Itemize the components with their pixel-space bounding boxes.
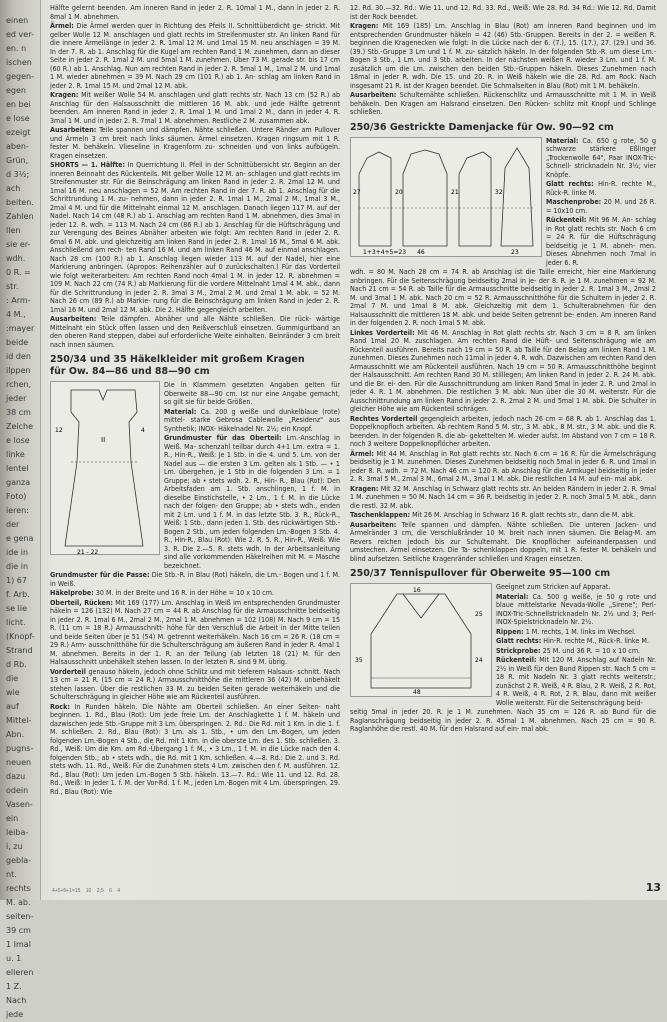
edge-word: seiten- xyxy=(6,912,34,921)
edge-word: pugns- xyxy=(6,744,34,753)
edge-word: id den xyxy=(6,352,31,361)
paragraph: Rückenteil: Mit 120 M. Anschlag auf Nadeln Nr. 2½ in Weiß für den Bund Rippen str. Nach 5 cm = 18 R. mit Nadeln Nr. 3 glatt rechts weiterstr.; zunächst 2 R. Weiß, 4 R. Blau, 2 R. Weiß, 2 R. Rot, 4 R. Weiß, 4 R. Rot, 2 R. Blau, dann mit weißer Wolle weiterstr. Für die Seitenschrägung beid- xyxy=(496,655,656,707)
diagram-label: 35 xyxy=(355,657,363,664)
paragraph: Ärmel: Die Ärmel werden quer in Richtung des Pfeils II. Schnittüberdicht ge- strickt. Mit gelber Wolle 12 M. anschlagen und glatt rechts im Streifenmuster str. An linken Rand für die innere Ärmellänge in jeder 2. R. 1mal 12 M. und 1mal 15 M. neu anschlagen = 39 M. In der 7. R. ab 1. Anschlag für die Kugel am rechten Rand 1 M. zunehmen, dann an dieser Seite in jeder 2. R. 1mal 2 M. und 5mal 1 M. zunehmen. Über 73 M. gerade str. bis 17 cm (60 R.) ab 1. Anschlag. Nun am rechten Rand in jeder 2. R. 5mal 1 M., 1mal 2 M. und 1mal 1 M. wieder abnehmen = 39 M. Nach 29 cm (101 R.) ab 1. An- schlag am linken Rand in jeder 2. R. 1mal 15 M. und 2mal 12 M. abk. xyxy=(50,21,340,90)
edge-word: 1 Z. xyxy=(6,982,22,991)
paragraph: wdh. = 80 M. Nach 28 cm = 74 R. ab Anschlag ist die Taille erreicht, hier eine Markierung anbringen. Für die Seitenschrägung beidseitig 2mal in je- der 8. R. je 1 M. zunehmen = 92 M. Nach 21 cm = 54 R. ab Taille für die Armausschnitte beidseitig in jeder 2. R. 1mal 3 M., 2mal 2 M. und 3mal 1 M. abk. Nach 20 cm = 52 R. Armausschnitthöhe für die Schultern in jeder 2. R. 2mal 7 M. und 1mal 8 M. abk. Gleichzeitig mit dem 1. Schulterabnehmen für den Halsausschnitt die mittleren 18 M. abk. und beide Seiten getrennt be- enden. Am inneren Rand in der folgenden 2. R. noch 1mal 5 M. abk. xyxy=(350,267,656,327)
edge-word: aben- xyxy=(6,142,29,151)
diagram-label: 21 - 22 xyxy=(77,549,99,556)
dress-schematic-diagram xyxy=(50,381,160,555)
edge-word: Mittel- xyxy=(6,716,32,725)
edge-word: 4 M., xyxy=(6,310,26,319)
edge-word: egen xyxy=(6,86,26,95)
paragraph: Ausarbeiten: Schulternähte schließen. Rückenschlitz und Armausschnitte mit 1 M. in Weiß behäkeln. Den Kragen am Halsrand einsetzen. Den Rücken- schlitz mit Knopf und Schlinge schließen. xyxy=(350,90,656,116)
paragraph: Ausarbeiten: Teile spannen und dämpfen. Nähte schließen. Untere Ränder am Pullover und Ärmeln 3 cm breit nach links säumen. Ärmel einsetzen. Kragen ringsum mit 1 R. fester M. behäkeln. Vlieseline in Kragenform zu- schneiden und von links aufbügeln. Kragen einsetzen. xyxy=(50,125,340,160)
paragraph: Rückenteil: Mit 96 M. An- schlag in Rot glatt rechts str. Nach 6 cm = 24 R. für die Hüftschrägung beidseitig je 1 M. abneh- men. Dieses Abnehmen noch 7mal in jeder 6. R. xyxy=(546,215,656,267)
edge-word: d Rb. xyxy=(6,660,27,669)
diagram-label: 4 xyxy=(141,427,145,434)
previous-page-edge-text xyxy=(6,0,40,1019)
edge-word: gebla- xyxy=(6,856,32,865)
diagram-label: 46 xyxy=(417,248,425,256)
edge-word: dazu xyxy=(6,772,26,781)
diagram-label: 1+3+4+5=23 xyxy=(363,248,407,256)
paragraph: Ausarbeiten: Teile spannen und dämpfen. Nähte schließen. Die unteren Jacken- und Ärmelränder 3 cm, die Verschlußränder 10 M. breit nach innen säumen. Die Belag-M. am Revers reichen jedoch bis zur Schulternaht. Die Knopflöcher aufeinanderpassen und umstechen. Ärmel einsetzen. Die Ta- schenklappen doppeln, mit 1 R. fester M. behäkeln und blind aufsetzen. Seitliche Kragenränder schließen und Kragen einsetzen. xyxy=(350,519,656,563)
paragraph: Die in Klammern gesetzten Angaben gelten für Oberweite 88—90 cm. Ist nur eine Angabe gemacht, so gilt sie für beide Größen. xyxy=(164,380,340,406)
edge-word: jede xyxy=(6,1010,24,1019)
diagram-label: II xyxy=(101,436,106,444)
paragraph: Kragen: Mit 169 (185) Lm. Anschlag in Blau (Rot) am inneren Rand beginnen und im entsprechenden Grundmuster häkeln = 42 (46) Stb.-Gruppen. Bereits in der 2. = weißen R. beginnen die Kragenecken wie folgt: In die Lücke nach der 6. (7.), 15. (17.), 27. (29.) und 36. (39.) Stb.-Gruppe 3 Lm und 1 f. M. zu- sätzlich häkeln. In der folgenden Stb.-R. um diese Lm.-Bogen 3 Stb., 1 Lm. und 3 Stb. arbeiten. In der nächsten weißen R. wieder 3 Lm. und 1 f. M. zusätzlich um die Lm. zwischen den beiden Stb.-Gruppen häkeln. Dieses Zunehmen nach 18mal in jeder R. wdh. Die 15. und 20. R. in Weiß häkeln wie die 28. Rd. am Rock. Nach insgesamt 21 R. ist der Kragen beendet. Die Schmalseiten in Blau (Rot) mit 1 M. behäkeln. xyxy=(350,21,656,90)
paragraph: Rippen: 1 M. rechts, 1 M. links im Wechsel. xyxy=(496,626,636,636)
edge-word: ischen xyxy=(6,58,32,67)
paragraph: Oberteil, Rücken: Mit 169 (177) Lm. Anschlag in Weiß im entsprechenden Grundmuster häkeln = 126 (132) M. Nach 27 cm = 44 R. ab Anschlag für die Armausschnitte beidseitig in jeder 2. R. 1mal 6 M., 2mal 2 M., 2mal 1 M. abnehmen = 102 (108) M. Nach 9 cm = 15 R. (11 cm = 18 R.) Armausschnitt- höhe für den Verschluß die Arbeit in der Mitte teilen und beide Seiten über je 51 (54) M. getrennt weiterhäkeln. Nach 16 cm = 26 R. (18 cm = 29 R.) Arm- ausschnitthöhe für die Schulterschrägung am äußeren Rand in jeder R. 4mal 1 M. abnehmen. Bereits in der 1. R. an der Teilung (ab letzten 18 (21) M. für den Halsausschnitt unbehäkelt stehen lassen. In der letzten R. sind 9 M. übrig. xyxy=(50,597,340,666)
edge-word: Zahlen xyxy=(6,212,34,221)
diagram-label: 6 xyxy=(109,888,112,894)
edge-word: 39 cm xyxy=(6,926,31,935)
edge-word: e lose xyxy=(6,114,30,123)
diagram-label: 27 xyxy=(353,188,361,196)
paragraph: SHORTS — 1. Hälfte: In Querrichtung II. Pfeil in der Schnittübersicht str. Beginn an der inneren Beinnaht des Rückenteils. Mit gelber Wolle 12 M. an- schlagen und glatt rechts im Streifenmuster str. Für die Beinschrägung am linken Rand in jeder 2. R. 2mal 12 M. und 1mal 16 M. neu anschlagen = 52 M. Am rechten Rand in der 7. R. ab 1. Anschlag für die Schrittrundung 1 M. zu- nehmen, dann in jeder 2. R. 1mal 1 M., 2mal 2 M., 1mal 3 M., 2mal 4 M. und für die Mittelnaht einmal 12 M. anschlagen. Danach liegen 117 M. auf der Nadel. Nach 14 cm (48 R.) ab 1. Anschlag am rechten Rand 1 M. abnehmen, dies 3mal in jeder 12. R. wdh. = 113 M. Nach 24 cm (86 R.) ab 1. Anschlag für die Hüftschrägung und zur Verengung des Beines Abnäher arbeiten wie folgt: Am rechten Rand in jeder 2. R. 6mal 6 M. abk. und gleichzeitig am linken Rand in jeder 2. R. 1mal 16 M., 5mal 6 M. abk. Anschließend am rech- ten Rand 16 M. und am linken Rand 46 M. auf einmal anschlagen. Nach 28 cm (100 R.) ab 1. Anschlag liegen wieder 113 M. auf der Nadel, hier eine Markierung anbringen. (Apropos: Reihenzähler auf 0 zurückschalten.) Für das Vorderteil wie folgt weiterarbeiten: Am rechten Rand noch 4mal 1 M. in jeder 12. R. abnehmen = 109 M. Nach 22 cm (74 R.) ab Markierung für die vordere Mittelnaht 1mal 4 M. abk., dann für die Schrittrundung in jeder 2. R. 3mal 3 M., 2mal 2 M. und 2mal 1 M. abk. = 52 M. Nach 26 cm (89 R.) ab Markie- rung für die Beinschrägung am linken Rand in jeder 2. R. 1mal 16 M. und 2mal 12 M. abk. Die 2. Hälfte gegengleich arbeiten. xyxy=(50,160,340,314)
edge-word: beiten. xyxy=(6,198,34,207)
left-column xyxy=(50,4,340,797)
paragraph: Material: Ca. 500 g weiße, je 50 g rote und blaue mittelstarke Nevada-Wolle „Sirene"; Perl-INOX-Tric-Schnellstricknadeln Nr. 2½ und 3; Perl-INOX-Spielstricknadeln Nr. 2½. xyxy=(496,591,656,626)
edge-word: Vasen- xyxy=(6,800,33,809)
edge-word: rechts xyxy=(6,884,31,893)
paragraph: Linkes Vorderteil: Mit 46 M. Anschlag in Rot glatt rechts str. Nach 3 cm = 8 R. am linken Rand 1mal 20 M. zuschlagen. Am rechten Rand die Hüft- und Seitenschrägung wie am Rückenteil ausführen. Bereits nach 19 cm = 50 R. ab Taille für den Belag am linken Rand 1 M. zunehmen. Dieses Zunehmen noch 11mal in jeder 4. R. wdh. Dazwischen am rechten Rand den Armausschnitt wie am Rückenteil ausführen. Nach 19 cm = 50 R. Armausschnitthöhe beginnt der Halsausschnitt. Am rechten Rand 30 M. stilllegen; Am linken Rand in jeder 2. R. 24 M. abk. und die Br. ei- den. Für die Ausschnittrundung am linken Rand 5mal in jeder 2. R. und 2mal in jeder 4. R. 1 M. abnehmen. Die restlichen 3 M. abk. Nun über die 30 M. weiterstr. Für die Ausschnittrundung am linken Rand in jeder 2. R. 2mal 2 M. und 5mal 1 M. abk. Die Schulter in gleicher Höhe wie am Rückenteil schrägen. xyxy=(350,327,656,413)
edge-word: 1 Imal xyxy=(6,940,31,949)
edge-word: ide in xyxy=(6,548,29,557)
edge-word: ieren: xyxy=(6,506,29,515)
edge-word: neuen xyxy=(6,758,32,767)
edge-word: sie er- xyxy=(6,240,31,249)
right-column xyxy=(350,4,656,735)
edge-word: e gena xyxy=(6,534,34,543)
section-heading: 250/36 Gestrickte Damenjacke für Ow. 90—92 cm xyxy=(350,121,614,133)
dress-section xyxy=(50,381,340,571)
edge-word: leiba- xyxy=(6,828,29,837)
edge-word: ilppen xyxy=(6,366,31,375)
page-number: 13 xyxy=(645,881,661,894)
hidden-diagram1 xyxy=(52,888,124,894)
edge-word: elleren xyxy=(6,968,34,977)
edge-word: der xyxy=(6,520,20,529)
diagram-label: 32 xyxy=(495,188,503,196)
section-heading: 250/37 Tennispullover für Oberweite 95—100 cm xyxy=(350,568,611,579)
edge-word: einen xyxy=(6,16,29,25)
paragraph: Häkelprobe: 30 M. in der Breite und 16 R. in der Höhe = 10 x 10 cm. xyxy=(50,588,274,597)
edge-word: Zeiche xyxy=(6,422,34,431)
edge-word: odein xyxy=(6,786,29,795)
paragraph: Glatt rechts: Hin-R. rechte M., Rück-R. linke M. xyxy=(496,636,649,645)
edge-word: ed ver- xyxy=(6,30,34,39)
diagram-label: 48 xyxy=(413,689,421,696)
edge-word: rchen, xyxy=(6,380,32,389)
diagram-label: 4+5+5+1=15 xyxy=(52,888,81,894)
edge-word: wdh. xyxy=(6,254,26,263)
paragraph: Glatt rechts: Hin-R. rechte M., Rück-R. linke M. xyxy=(546,179,656,197)
jacket-section xyxy=(350,137,656,269)
edge-word: 38 cm xyxy=(6,408,31,417)
edge-word: nt. xyxy=(6,870,17,879)
paragraph: Grundmuster für das Oberteil: Lm.-Anschlag in Weiß. Ma- schenzahl teilbar durch 4+1 Lm. extra = 1. R., Hin-R., Weiß: Je 1 Stb. in die 4. und 5. Lm. von der Nadel aus — die ersten 3 Lm. gelten als 1 Stb. — • 1 Lm. übergehen, je 1 Stb in die folgenden 3 Lm. = 1 Gruppe; ab • stets wdh. 2. R., Hin- R., Blau (Rot): Den Arbeitsfaden am 1. Stb. anschlingen, 1 f. M. in dieselbe Einstichstelle, • 2 Lm., 1 f. M. in die Lücke nach der folgen- den Gruppe; ab • stets wdh., enden mit 2 Lm. und 1 f. M. in das letzte Stb. 3. R., Rück-R., Weiß: 1 Stb., dann jeden 1. Stb. des rückwärtigen Stb.-Bogen 2 Stb., um jeden folgenden Lm.-Bogen 3 Stb. 4. R., Hin-R., Blau (Rot): Wie 2. R. 5. R., Hin-R., Weiß: Wie 3. R. Die 2.—5. R. stets wdh. In der Arbeitsanleitung sind alle vorkommenden Häkelreihen mit M. = Masche bezeichnet. xyxy=(164,433,340,570)
paragraph: 12. Rd. 30.—32. Rd.: Wie 11. und 12. Rd. 33. Rd., Weiß: Wie 28. Rd. 34 Rd.: Wie 12. Rd. Damit ist der Rock beendet. xyxy=(350,3,656,21)
edge-word: M. ab. xyxy=(6,898,31,907)
paragraph: Material: Ca. 650 g rote, 50 g schwarze stärkere Eßlinger „Trockenwolle 64", Paar INOX-Tric-Schnell- stricknadeln Nr. 3½; vier Knöpfe. xyxy=(546,135,656,179)
edge-word: die xyxy=(6,674,19,683)
edge-word: u. 1 xyxy=(6,954,22,963)
edge-word: linke xyxy=(6,450,25,459)
edge-word: Nach xyxy=(6,996,27,1005)
diagram-label: 10 xyxy=(85,888,92,894)
paragraph: Vorderteil genauso häkeln, jedoch ohne Schlitz und mit tieferem Halsaus- schnitt. Nach 13 cm = 21 R. (15 cm = 24 R.) Armausschnitthöhe die mittleren 36 (42) M. unbehäkelt stehen lassen. Über die restlichen 33 M. zu beiden Seiten gerade weiterhäkeln und die Schulterschrägung in gleicher Höhe wie am Rückenteil ausführen. xyxy=(50,666,340,701)
edge-word: lentel xyxy=(6,464,29,473)
paragraph: Geeignet zum Stricken auf Apparat. xyxy=(496,582,611,591)
diagram-label: 12 xyxy=(55,427,63,434)
edge-word: : Arm- xyxy=(6,296,31,305)
pullover-schematic-diagram xyxy=(350,583,492,697)
edge-word: d 3½; xyxy=(6,170,30,179)
edge-word: :mayer xyxy=(6,324,35,333)
paragraph: Kragen: Mit 32 M. Anschlag in Schwarz glatt rechts str. An beiden Rändern in jeder 2. R. 9mal 1 M. zunehmen = 50 M. Nach 14 cm = 36 R. beidseitig in jeder 2. R. noch 3mal 5 M. abk., dann die restl. 32 M. abk. xyxy=(350,483,656,510)
diagram-label: 24 xyxy=(475,657,483,664)
edge-word: en bei xyxy=(6,100,31,109)
paragraph: Hälfte gelernt beenden. Am inneren Rand in jeder 2. R. 10mal 1 M., dann in jeder 2. R. 8mal 1 M. abnehmen. xyxy=(50,3,340,21)
paragraph: Taschenklappen: Mit 26 M. Anschlag in Schwarz 16 R. glatt rechts str., dann die M. abk. xyxy=(350,510,636,519)
edge-word: wie xyxy=(6,688,20,697)
edge-word: ezeigt xyxy=(6,128,31,137)
paragraph: Material: Ca. 200 g weiße und dunkelblaue (rote) mittel- starke Gebrosa Cablewolle „Residenz" aus Synthetik; INOX- Häkelnadel Nr. 2½; ein Knopf. xyxy=(164,406,340,433)
edge-word: se lie xyxy=(6,604,27,613)
edge-word: ganza xyxy=(6,478,31,487)
edge-word: Foto) xyxy=(6,492,27,501)
edge-word: auf xyxy=(6,702,19,711)
paragraph: Kragen: Mit weißer Wolle 54 M. anschlagen und glatt rechts str. Nach 13 cm (52 R.) ab Anschlag für den Halsausschnitt die mittleren 16 M. abk. und jede Hälfte getrennt beenden. Am inneren Rand in jeder 2. R. 1mal 1 M. und 1mal 2 M., dann in jeder 4. R. 3mal 1 M. und in jeder 2. R. 7mal 1 M. abnehmen. Restliche 2 M. zusammen abk. xyxy=(50,90,340,125)
edge-word: beide xyxy=(6,338,29,347)
edge-word: f. Arb. xyxy=(6,590,30,599)
diagram-label: 21 xyxy=(451,188,459,196)
diagram-label: 2,5 xyxy=(96,888,104,894)
paragraph: Ärmel: Mit 44 M. Anschlag in Rot glatt rechts str. Nach 6 cm = 16 R. für die Ärmelschrägung beidseitig je 1 M. zunehmen. Dieses Zunehmen beidseitig noch 5mal in jeder 6. R. und 1mal in jeder 8. R. wdh. = 72 M. Nach 46 cm = 120 R. ab Anschlag für die Armkugel beidseitig in jeder 2. R. 3mal 5 M., 2mal 3 M., 6mal 2 M., 3mal 1 M. abk. Die restlichen 14 M. auf ein- mal abk. xyxy=(350,448,656,483)
edge-word: Grün, xyxy=(6,156,29,165)
edge-word: jeder xyxy=(6,394,27,403)
edge-word: str. xyxy=(6,282,19,291)
edge-word: licht. xyxy=(6,618,26,627)
diagram-label: 20 xyxy=(395,188,403,196)
diagram-label: 23 xyxy=(511,248,519,256)
paragraph: Ausarbeiten: Teile dämpfen. Abnäher und alle Nähte schließen. Die rück- wärtige Mittelnaht ein Stück offen lassen und den Reißverschluß einsetzen. Gummigurtband an den oberen Rand steppen, dabei auf erforderliche Weite einhalten. Beinränder 3 cm breit nach innen säumen. xyxy=(50,314,340,349)
edge-word: i, zu xyxy=(6,842,23,851)
diagram-label: 25 xyxy=(475,611,483,618)
tennis-section xyxy=(350,583,656,708)
edge-word: en. n xyxy=(6,44,27,53)
paragraph: Grundmuster für die Passe: Die Stb.-R. in Blau (Rot) häkeln, die Lm.- Bogen und 1 f. M. in Weiß. xyxy=(50,570,340,588)
edge-word: Abn. xyxy=(6,730,25,739)
edge-word: die in xyxy=(6,562,29,571)
paragraph: Strickprobe: 25 M. und 36 R. = 10 x 10 cm. xyxy=(496,645,641,655)
paragraph: seitig 5mal in jeder 20. R. je 1 M. zunehmen. Nach 35 cm = 126 R. ab Bund für die Raglanschrägung beidseitig in jeder 2. R. 45mal 1 M. abnehmen. Nach 25 cm = 90 R. Raglanhöhe die restl. 40 M. für den Halsrand auf ein- mal abk. xyxy=(350,707,656,733)
diagram-label: 16 xyxy=(413,587,421,594)
paragraph: Rock: In Runden häkeln. Die Nähte am Oberteil schließen. An einer Seiten- naht beginnen. 1. Rd., Blau (Rot): Um jede freie Lm. der Anschlagkette 1 f. M. häkeln und dazwischen jede Stb.-Gruppe mit 3 Lm. überspringen. 2. Rd.: Die Rd. mit 1 Km. in die 1. f. M. schließen. 2. Rd., Blau (Rot): 3 Lm. als 1. Stb., • um den Lm.-Bogen, um jeden folgenden Lm.-Bogen 4 Stb., die Rd. mit 1 Km. in die oberste Lm. des 1. Stb. schließen. 3. Rd., Weiß: Um die Km. am Rd.-Übergang 1 f. M., • 3 Lm., 1 f. M. in die Lücke nach den 4. folgenden Stb.; ab • stets wdh., die Rd. mit 1 Km. schließen. 4.—8. Rd.: Die 2. und 3. Rd. stets wdh. 11. Rd., Weiß: Für die Zunahmen stets 4 Lm. zwischen den f. M. ausführen. 12. Rd., Blau (Rot): Um jeden Lm.-Bogen 5 Stb. häkeln. 13.—7. Rd.: Wie 11. und 12. Rd. 28. Rd., Weiß: In jeder 1. f. M. der Vor-Rd. 1 f. M., jeden Lm.-Bogen mit 4 Lm. überspringen. 29. Rd., Blau (Rot): Wie xyxy=(50,701,340,796)
diagram-label: 4 xyxy=(117,888,121,894)
edge-word: e lose xyxy=(6,436,30,445)
edge-word: ein xyxy=(6,814,19,823)
edge-word: gegen- xyxy=(6,72,34,81)
edge-word: 1) 67 xyxy=(6,576,27,585)
edge-word: (Knopf- xyxy=(6,632,35,641)
paragraph: Maschenprobe: 20 M. und 26 R. = 10x10 cm. xyxy=(546,197,656,215)
jacket-schematic-diagram xyxy=(350,137,542,257)
edge-word: llen xyxy=(6,226,21,235)
edge-word: 0 R. = xyxy=(6,268,31,277)
paragraph: Rechtes Vorderteil gegengleich arbeiten, jedoch nach 26 cm = 68 R. ab 1. Anschlag das 1. Doppelknopfloch arbeiten. Ab rechtem Rand 5 M. str., 3 M. abk., 8 M. str., 3 M. abk. und die R. beenden. In der folgenden R. die ab- gekettelten M. wieder aufst. Im Abstand von 7 cm = 18 R. noch 3 weitere Doppelknopflöcher arbeiten. xyxy=(350,413,656,448)
section-heading: 250/34 und 35 Häkelkleider mit großem Kragen für Ow. 84—86 und 88—90 cm xyxy=(50,354,305,377)
edge-word: ach xyxy=(6,184,21,193)
edge-word: Strand xyxy=(6,646,33,655)
